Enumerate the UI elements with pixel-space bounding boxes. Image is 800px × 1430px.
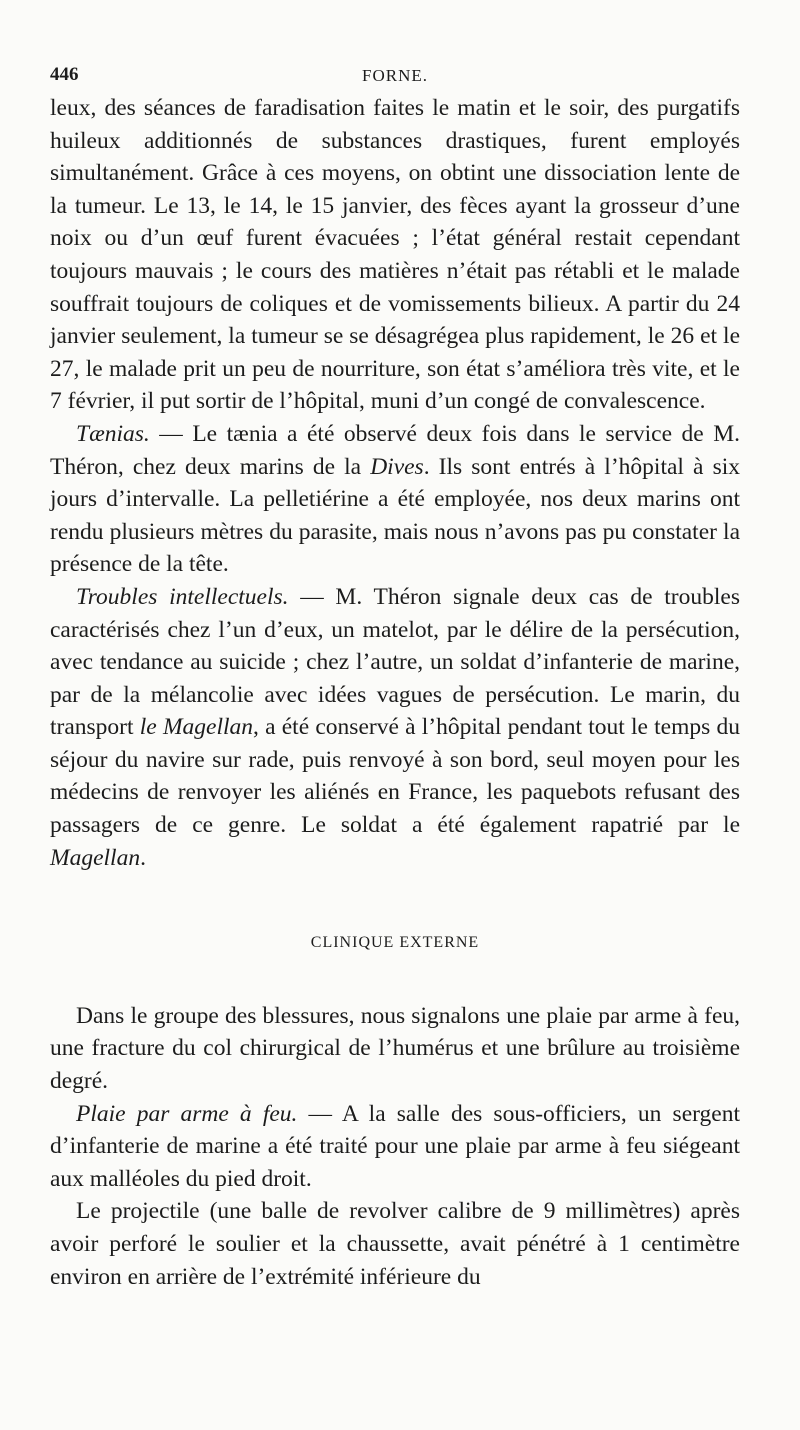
paragraph-plaie xyxy=(50,1098,740,1196)
paragraph-text: . xyxy=(140,844,146,871)
paragraph-text: , a été conservé à l’hôpital pendant tout le temps du séjour du navire sur rade, puis renvoyé à son bord, seul moyen pour les médecins de renvoyer les aliénés en France, les paquebots refusant des passagers de ce genre. Le soldat a été également rapatrié par le xyxy=(50,714,740,839)
paragraph-text: — M. Théron signale deux cas de troubles caractérisés chez l’un d’eux, un matelot, par le délire de la persécution, avec tendance au suicide ; chez l’autre, un soldat d’infanterie de marine, par de la mélancolie avec idées vagues de persécution. Le marin, du transport xyxy=(50,583,740,741)
paragraph-blessures: Dans le groupe des blessures, nous signalons une plaie par arme à feu, une fracture du col chirurgical de l’humérus et une brûlure au troisième degré. xyxy=(50,1002,740,1095)
paragraph-text: — Le tænia a été observé deux fois dans le service de M. Théron, chez deux marins de la xyxy=(50,420,740,480)
page-content xyxy=(50,58,740,1293)
ship-name: Magellan xyxy=(50,844,141,871)
section-title: CLINIQUE EXTERNE xyxy=(310,934,480,952)
ship-name: le Magellan xyxy=(139,714,254,741)
paragraph-troubles-intellectuels xyxy=(50,581,740,874)
run-in-heading-plaie: Plaie par arme à feu. xyxy=(76,1100,298,1127)
paragraph-taenias xyxy=(50,418,740,581)
run-in-heading-taenias: Tænias. xyxy=(76,420,150,447)
page-number: 446 xyxy=(50,64,79,85)
paragraph-continued: leux, des séances de faradisation faites le matin et le soir, des purgatifs huileux additionnés de substances drastiques, furent employés simultanément. Grâce à ces moyens, on obtint une dissociation lente de la tumeur. Le 13, le 14, le 15 janvier, des fèces ayant la grosseur d’une noix ou d’un œuf furent évacuées ; l’état général restait cependant toujours mauvais ; le cours des matières n’était pas rétabli et le malade souffrait toujours de coliques et de vomissements bilieux. A partir du 24 janvier seulement, la tumeur se se désagrégea plus rapidement, le 26 et le 27, le malade prit un peu de nourriture, son état s’améliora très vite, et le 7 février, il put sortir de l’hôpital, muni d’un congé de convalescence. xyxy=(50,95,740,415)
page-header xyxy=(50,58,740,92)
running-title: FORNE. xyxy=(362,66,428,85)
paragraph-text: — A la salle des sous-officiers, un sergent d’infanterie de marine a été traité pour une plaie par arme à feu siégeant aux malléoles du pied droit. xyxy=(50,1100,740,1192)
ship-name: Dives xyxy=(370,453,424,480)
body-text xyxy=(50,92,740,1293)
paragraph-projectile: Le projectile (une balle de revolver calibre de 9 millimètres) après avoir perforé le soulier et la chaussette, avait pénétré à 1 centimètre environ en arrière de l’extrémité inférieure du xyxy=(50,1198,740,1290)
paragraph-text: . Ils sont entrés à l’hôpital à six jours d’intervalle. La pelletiérine a été employée, nos deux marins ont rendu plusieurs mètres du parasite, mais nous n’avons pas pu constater la présence de la tête. xyxy=(50,453,740,578)
run-in-heading-troubles: Troubles intellectuels. xyxy=(76,583,289,610)
